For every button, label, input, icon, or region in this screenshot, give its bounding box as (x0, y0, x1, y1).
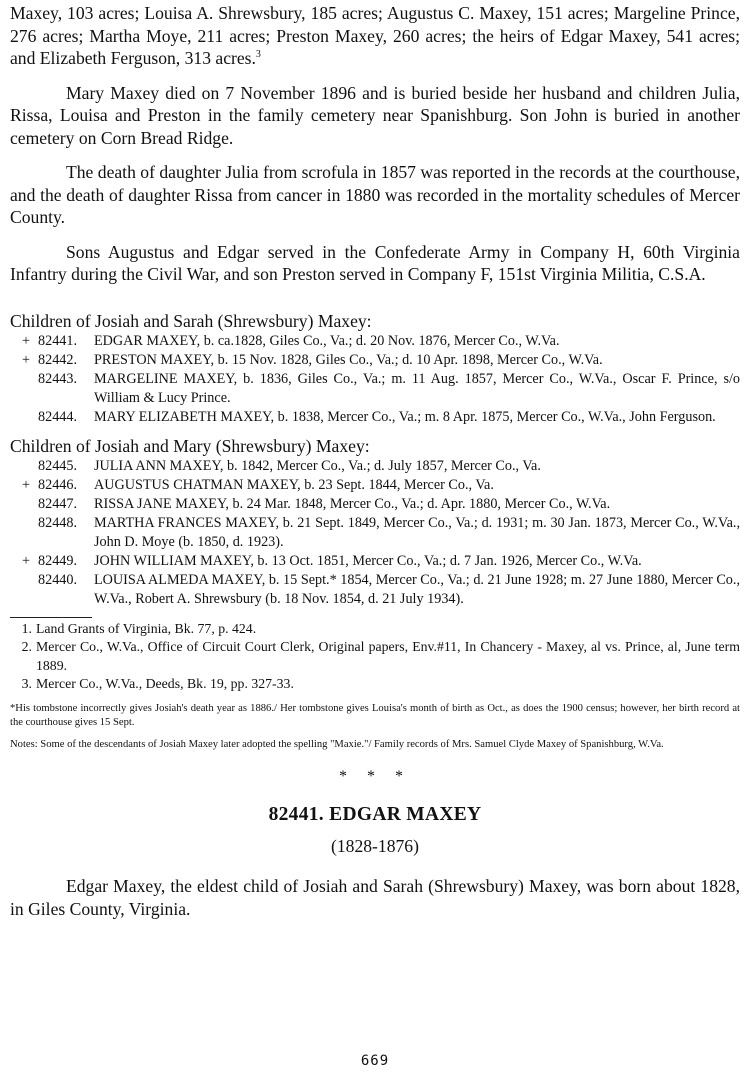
descendant-marker (10, 457, 38, 476)
list-item (10, 514, 740, 552)
section-heading: 82441. EDGAR MAXEY (268, 804, 482, 825)
section-separator: * * * (339, 768, 411, 785)
footnote-divider (10, 617, 92, 618)
section-years: (1828-1876) (331, 836, 419, 856)
list-item (10, 476, 740, 495)
page-number: 669 (360, 1053, 390, 1069)
descendant-marker (10, 408, 38, 427)
children-list-1 (10, 332, 740, 427)
intro-paragraph-text: Maxey, 103 acres; Louisa A. Shrewsbury, 185 acres; Augustus C. Maxey, 151 acres; Margeline Prince, 276 acres; Martha Moye, 211 acres; Preston Maxey, 260 acres; the heirs of Edgar Maxey, 541 acres; and Elizabeth Ferguson, 313 acres. (10, 3, 740, 68)
descendant-marker: + (21, 351, 30, 368)
children-heading-1: Children of Josiah and Sarah (Shrewsbury) Maxey: (10, 310, 372, 331)
footnote-text: Land Grants of Virginia, Bk. 77, p. 424. (36, 620, 257, 636)
footnote-number: 2. (21, 639, 32, 654)
descendant-marker (10, 495, 38, 514)
child-number: 82447. (38, 495, 78, 512)
footnote-ref-3: 3 (255, 49, 261, 61)
asterisk-note: *His tombstone incorrectly gives Josiah's death year as 1886./ Her tombstone gives Louisa's month of birth as Oct., as does the 1900 census; however, her birth record at the courthouse gives 15 Sept. (10, 702, 740, 728)
child-entry: RISSA JANE MAXEY, b. 24 Mar. 1848, Mercer Co., Va.; d. Apr. 1880, Mercer Co., W.Va. (94, 495, 611, 512)
document-page (10, 0, 740, 920)
child-entry: EDGAR MAXEY, b. ca.1828, Giles Co., Va.; d. 20 Nov. 1876, Mercer Co., W.Va. (94, 332, 560, 349)
list-item (10, 552, 740, 571)
footnote-number: 1. (21, 620, 32, 636)
footnotes (10, 620, 740, 694)
child-entry: JOHN WILLIAM MAXEY, b. 13 Oct. 1851, Mercer Co., Va.; d. 7 Jan. 1926, Mercer Co., W.Va. (94, 552, 642, 569)
list-item (10, 495, 740, 514)
footnote-item (10, 638, 740, 675)
descendant-marker (10, 370, 38, 408)
child-entry: AUGUSTUS CHATMAN MAXEY, b. 23 Sept. 1844, Mercer Co., Va. (94, 476, 494, 493)
paragraph-military: Sons Augustus and Edgar served in the Confederate Army in Company H, 60th Virginia Infantry during the Civil War, and son Preston served in Company F, 151st Virginia Militia, C.S.A. (10, 241, 740, 284)
child-number: 82445. (38, 457, 78, 474)
footnote-number: 3. (21, 676, 32, 691)
footnote-item (10, 675, 740, 694)
child-number: 82446. (38, 476, 78, 493)
list-item (10, 457, 740, 476)
descendant-marker (10, 571, 38, 609)
children-list-2 (10, 457, 740, 609)
child-number: 82449. (38, 552, 78, 569)
children-heading-2: Children of Josiah and Mary (Shrewsbury) Maxey: (10, 435, 370, 456)
notes: Notes: Some of the descendants of Josiah Maxey later adopted the spelling "Maxie."/ Family records of Mrs. Samuel Clyde Maxey of Spanishburg, W.Va. (10, 738, 664, 750)
footnote-item (10, 620, 740, 639)
child-entry: MARY ELIZABETH MAXEY, b. 1838, Mercer Co., Va.; m. 8 Apr. 1875, Mercer Co., W.Va., John Ferguson. (94, 408, 716, 425)
child-number: 82442. (38, 351, 78, 368)
descendant-marker: + (21, 332, 30, 349)
footnote-text: Mercer Co., W.Va., Deeds, Bk. 19, pp. 327-33. (36, 676, 294, 691)
child-entry: JULIA ANN MAXEY, b. 1842, Mercer Co., Va.; d. July 1857, Mercer Co., Va. (94, 457, 541, 474)
footnote-text: Mercer Co., W.Va., Office of Circuit Court Clerk, Original papers, Env.#11, In Chancery - Maxey, al vs. Prince, al, June term 1889. (36, 639, 740, 673)
paragraph-burial: Mary Maxey died on 7 November 1896 and is buried beside her husband and children Julia, Rissa, Louisa and Preston in the family cemetery near Spanishburg. Son John is buried in another cemetery on Corn Bread Ridge. (10, 82, 740, 148)
child-number: 82443. (38, 370, 78, 387)
descendant-marker (10, 514, 38, 552)
section-paragraph: Edgar Maxey, the eldest child of Josiah and Sarah (Shrewsbury) Maxey, was born about 1828, in Giles County, Virginia. (10, 876, 740, 919)
child-entry: MARTHA FRANCES MAXEY, b. 21 Sept. 1849, Mercer Co., Va.; d. 1931; m. 30 Jan. 1873, Mercer Co., W.Va., John D. Moye (b. 1850, d. 1923). (94, 514, 740, 550)
child-entry: LOUISA ALMEDA MAXEY, b. 15 Sept.* 1854, Mercer Co., Va.; d. 21 June 1928; m. 27 June 1880, Mercer Co., W.Va., Robert A. Shrewsbury (b. 18 Nov. 1854, d. 21 July 1934). (94, 571, 740, 607)
child-number: 82444. (38, 408, 78, 425)
paragraph-deaths: The death of daughter Julia from scrofula in 1857 was reported in the records at the courthouse, and the death of daughter Rissa from cancer in 1880 was recorded in the mortality schedules of Mercer County. (10, 162, 740, 227)
list-item (10, 408, 740, 427)
list-item (10, 370, 740, 408)
descendant-marker: + (21, 552, 30, 569)
intro-paragraph (10, 2, 740, 70)
list-item (10, 332, 740, 351)
child-entry: MARGELINE MAXEY, b. 1836, Giles Co., Va.; m. 11 Aug. 1857, Mercer Co., W.Va., Oscar F. Prince, s/o William & Lucy Prince. (94, 370, 740, 406)
child-number: 82440. (38, 571, 78, 588)
list-item (10, 351, 740, 370)
descendant-marker: + (21, 476, 30, 493)
child-number: 82441. (38, 332, 78, 349)
child-number: 82448. (38, 514, 78, 531)
list-item (10, 571, 740, 609)
child-entry: PRESTON MAXEY, b. 15 Nov. 1828, Giles Co., Va.; d. 10 Apr. 1898, Mercer Co., W.Va. (94, 351, 603, 368)
